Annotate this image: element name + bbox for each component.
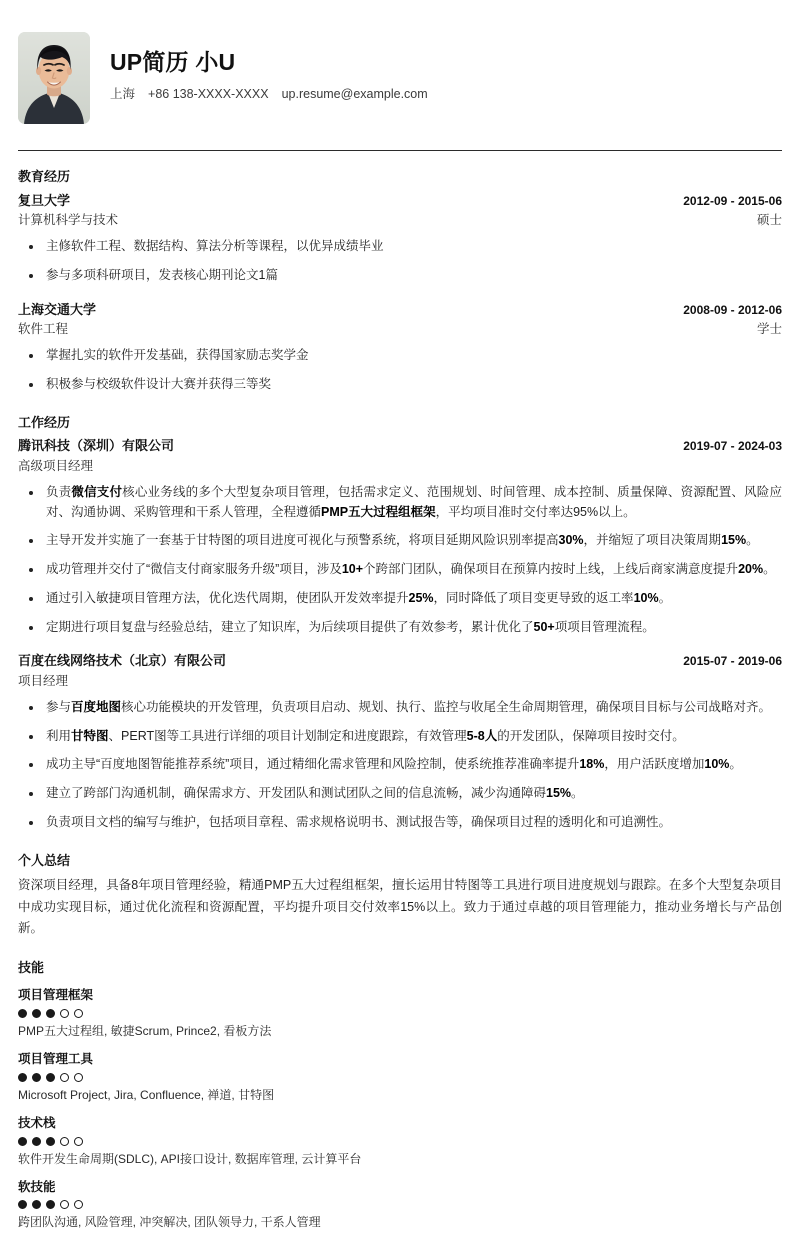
- skill-detail: Microsoft Project, Jira, Confluence, 禅道, 甘特图: [18, 1087, 275, 1102]
- list-item: 负责项目文档的编写与维护，包括项目章程、需求规格说明书、测试报告等，确保项目过程的透明化和可追溯性。: [18, 813, 782, 833]
- list-item: 主导开发并实施了一套基于甘特图的项目进度可视化与预警系统，将项目延期风险识别率提高30%，并缩短了项目决策周期15%。: [18, 531, 782, 551]
- list-item: 成功管理并交付了“微信支付商家服务升级”项目，涉及10+个跨部门团队，确保项目在预算内按时上线，上线后商家满意度提升20%。: [18, 560, 782, 580]
- rating-dot-empty: [74, 1009, 83, 1018]
- education-entry: [18, 301, 782, 395]
- skill-name: 技术栈: [18, 1115, 56, 1130]
- work-bullets: [18, 698, 782, 833]
- company-name: 百度在线网络技术（北京）有限公司: [18, 653, 227, 669]
- education-entry: [18, 192, 782, 286]
- job-title: 高级项目经理: [18, 459, 94, 474]
- degree: 硕士: [756, 213, 782, 228]
- list-item: 建立了跨部门沟通机制，确保需求方、开发团队和测试团队之间的信息流畅，减少沟通障碍15%。: [18, 784, 782, 804]
- skill-item: [18, 1050, 782, 1104]
- rating-dot-empty: [60, 1073, 69, 1082]
- education-entry-head: [18, 192, 782, 211]
- education-entry-head: [18, 301, 782, 320]
- education-date: 2012-09 - 2015-06: [683, 193, 782, 208]
- list-item: 负责微信支付核心业务线的多个大型复杂项目管理，包括需求定义、范围规划、时间管理、成本控制、质量保障、资源配置、风险应对、沟通协调、采购管理和干系人管理，全程遵循PMP五大过程组框架，平均项目准时交付率达95%以上。: [18, 483, 782, 523]
- major: 计算机科学与技术: [18, 213, 119, 228]
- school-name: 复旦大学: [18, 192, 71, 208]
- work-entry-head: [18, 437, 782, 456]
- skill-rating: [18, 1009, 782, 1018]
- list-item: 成功主导“百度地图智能推荐系统”项目，通过精细化需求管理和风险控制，使系统推荐准确率提升18%，用户活跃度增加10%。: [18, 755, 782, 775]
- rating-dot-empty: [74, 1200, 83, 1209]
- resume-header: [18, 0, 782, 150]
- rating-dot-filled: [46, 1009, 55, 1018]
- summary-text: 资深项目经理，具备8年项目管理经验，精通PMP五大过程组框架，擅长运用甘特图等工具进行项目进度规划与跟踪。在多个大型复杂项目中成功实现目标，通过优化流程和资源配置，平均提升项目交付效率15%以上。致力于通过卓越的项目管理能力，推动业务增长与产品创新。: [18, 878, 782, 936]
- section-skills: [18, 959, 782, 1232]
- skill-rating: [18, 1137, 782, 1146]
- header-divider: [18, 150, 782, 151]
- skill-name: 项目管理框架: [18, 988, 94, 1003]
- list-item: 积极参与校级软件设计大赛并获得三等奖: [18, 375, 782, 395]
- contact-location: 上海: [110, 87, 136, 102]
- section-title-education: 教育经历: [18, 169, 71, 184]
- education-entry-sub: [18, 211, 782, 230]
- rating-dot-filled: [18, 1073, 27, 1082]
- school-name: 上海交通大学: [18, 301, 97, 317]
- rating-dot-filled: [18, 1200, 27, 1209]
- rating-dot-empty: [74, 1073, 83, 1082]
- company-name: 腾讯科技（深圳）有限公司: [18, 438, 175, 454]
- skill-name: 软技能: [18, 1179, 56, 1194]
- skill-detail: 软件开发生命周期(SDLC), API接口设计, 数据库管理, 云计算平台: [18, 1151, 362, 1166]
- list-item: 通过引入敏捷项目管理方法，优化迭代周期，使团队开发效率提升25%，同时降低了项目变更导致的返工率10%。: [18, 589, 782, 609]
- section-title-summary: 个人总结: [18, 852, 71, 868]
- rating-dot-filled: [46, 1137, 55, 1146]
- list-item: 利用甘特图、PERT图等工具进行详细的项目计划制定和进度跟踪，有效管理5-8人的开发团队，保障项目按时交付。: [18, 727, 782, 747]
- work-date: 2015-07 - 2019-06: [683, 654, 782, 669]
- section-title-work: 工作经历: [18, 414, 71, 430]
- major: 软件工程: [18, 322, 69, 337]
- section-title-skills: 技能: [18, 959, 45, 975]
- contact-email[interactable]: up.resume@example.com: [281, 87, 428, 102]
- rating-dot-filled: [18, 1137, 27, 1146]
- education-bullets: [18, 237, 782, 286]
- work-bullets: [18, 483, 782, 638]
- list-item: 主修软件工程、数据结构、算法分析等课程，以优异成绩毕业: [18, 237, 782, 257]
- work-date: 2019-07 - 2024-03: [683, 439, 782, 454]
- list-item: 参与百度地图核心功能模块的开发管理，负责项目启动、规划、执行、监控与收尾全生命周期管理，确保项目目标与公司战略对齐。: [18, 698, 782, 718]
- education-entry-sub: [18, 320, 782, 339]
- rating-dot-filled: [32, 1073, 41, 1082]
- degree: 学士: [756, 322, 782, 337]
- section-summary: [18, 852, 782, 940]
- skill-detail: 跨团队沟通, 风险管理, 冲突解决, 团队领导力, 干系人管理: [18, 1215, 321, 1230]
- rating-dot-filled: [46, 1200, 55, 1209]
- skill-rating: [18, 1073, 782, 1082]
- rating-dot-empty: [74, 1137, 83, 1146]
- rating-dot-filled: [18, 1009, 27, 1018]
- work-entry-head: [18, 652, 782, 671]
- section-education: [18, 168, 782, 395]
- contact-phone[interactable]: +86 138-XXXX-XXXX: [148, 87, 269, 102]
- skill-item: [18, 986, 782, 1040]
- job-title: 项目经理: [18, 674, 69, 689]
- list-item: 掌握扎实的软件开发基础，获得国家励志奖学金: [18, 346, 782, 366]
- education-date: 2008-09 - 2012-06: [683, 302, 782, 317]
- work-entry-sub: [18, 672, 782, 691]
- identity-block: [110, 50, 428, 106]
- work-entry: [18, 652, 782, 832]
- rating-dot-empty: [60, 1009, 69, 1018]
- avatar: [18, 32, 90, 124]
- skill-item: [18, 1114, 782, 1168]
- skill-item: [18, 1178, 782, 1232]
- skill-rating: [18, 1200, 782, 1209]
- rating-dot-empty: [60, 1200, 69, 1209]
- list-item: 参与多项科研项目，发表核心期刊论文1篇: [18, 266, 782, 286]
- rating-dot-filled: [46, 1073, 55, 1082]
- page-title: UP简历 小U: [110, 48, 236, 75]
- list-item: 定期进行项目复盘与经验总结，建立了知识库，为后续项目提供了有效参考，累计优化了50+项项目管理流程。: [18, 618, 782, 638]
- contact-line: [110, 87, 428, 102]
- education-bullets: [18, 346, 782, 395]
- rating-dot-filled: [32, 1137, 41, 1146]
- work-entry: [18, 437, 782, 637]
- skill-detail: PMP五大过程组, 敏捷Scrum, Prince2, 看板方法: [18, 1024, 272, 1039]
- section-work-experience: [18, 414, 782, 833]
- skill-name: 项目管理工具: [18, 1052, 94, 1067]
- portrait-photo-icon: [18, 32, 90, 124]
- rating-dot-filled: [32, 1009, 41, 1018]
- rating-dot-empty: [60, 1137, 69, 1146]
- rating-dot-filled: [32, 1200, 41, 1209]
- work-entry-sub: [18, 457, 782, 476]
